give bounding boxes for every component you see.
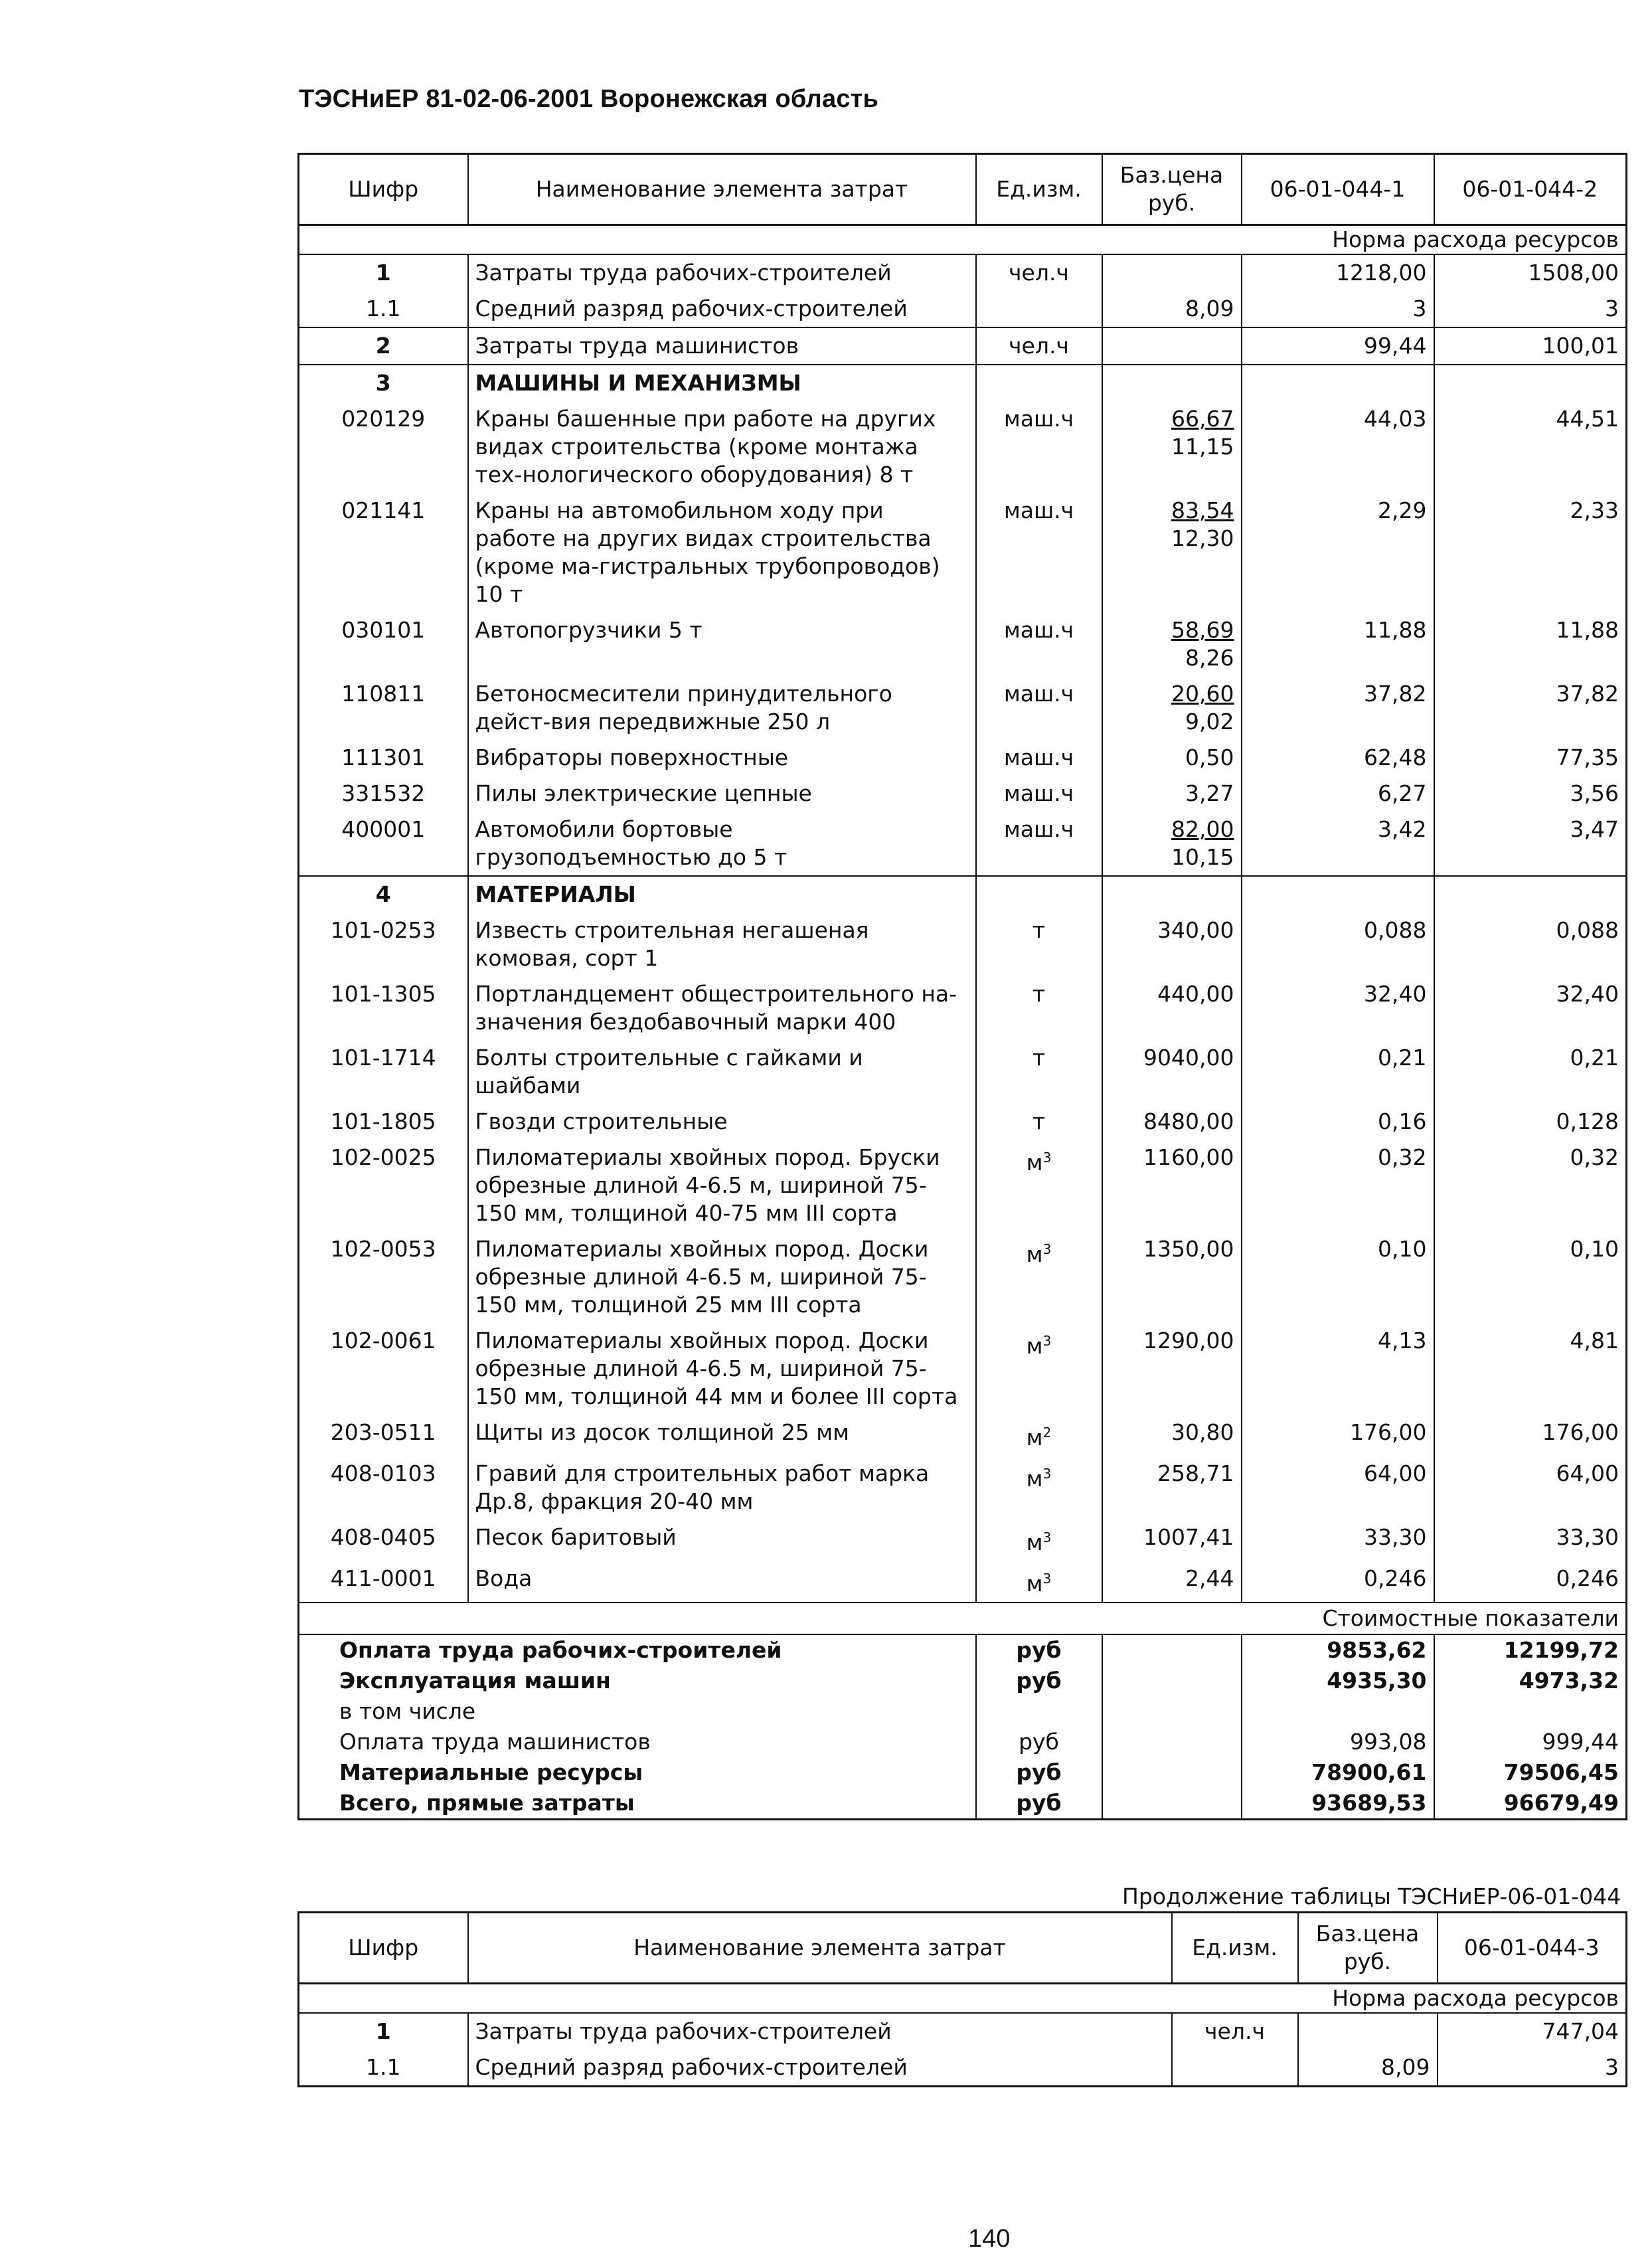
- row-unit-text: маш.ч: [1003, 816, 1074, 842]
- norm-label: Норма расхода ресурсов: [299, 1984, 1627, 2014]
- row-unit: [976, 1104, 1102, 1140]
- row-unit-text: т: [1032, 1045, 1046, 1071]
- row-unit: [976, 976, 1102, 1040]
- summary-value-1: 4935,30: [1242, 1666, 1434, 1696]
- row-value-1: 176,00: [1242, 1415, 1434, 1456]
- row-unit-text: м: [1026, 1529, 1043, 1555]
- row-unit: [976, 1231, 1102, 1323]
- row-value-1: [1242, 876, 1434, 913]
- row-code: 102-0061: [299, 1323, 468, 1415]
- row-price: [1102, 776, 1242, 812]
- row-name: Пилы электрические цепные: [468, 776, 976, 812]
- summary-row: [299, 1757, 1627, 1788]
- row-value-1: 2,29: [1242, 493, 1434, 612]
- row-unit: [976, 776, 1102, 812]
- table-row: [299, 1561, 1627, 1603]
- row-value-1: 0,21: [1242, 1040, 1434, 1104]
- table-row: [299, 1456, 1627, 1520]
- row-code: 101-1805: [299, 1104, 468, 1140]
- table-row: [299, 612, 1627, 676]
- row-unit: [976, 1561, 1102, 1603]
- resource-norms-table: [297, 153, 1627, 1820]
- row-price-value: 0,50: [1185, 744, 1234, 770]
- row-value-1: 3: [1242, 291, 1434, 327]
- header-price: Баз.цена руб.: [1298, 1913, 1438, 1984]
- summary-row: [299, 1696, 1627, 1727]
- row-unit: [976, 254, 1102, 291]
- table-row: [299, 254, 1627, 291]
- row-value-1: 1218,00: [1242, 254, 1434, 291]
- row-price: [1102, 1104, 1242, 1140]
- row-name: Портландцемент общестроительного на-значения бездобавочный марки 400: [468, 976, 976, 1040]
- row-name: Средний разряд рабочих-строителей: [468, 2049, 1172, 2087]
- summary-value-2: [1434, 1696, 1627, 1727]
- table-row: [299, 493, 1627, 612]
- row-price-value: 1350,00: [1143, 1236, 1234, 1262]
- table-row: [299, 776, 1627, 812]
- row-value-2: 33,30: [1556, 1524, 1619, 1550]
- header-col-2: 06-01-044-2: [1434, 154, 1627, 225]
- row-value-2: 3,47: [1570, 816, 1619, 842]
- norm-label: Норма расхода ресурсов: [299, 225, 1627, 255]
- table-body: [299, 225, 1627, 1820]
- row-code: 203-0511: [299, 1415, 468, 1456]
- row-name: Бетоносмесители принудительного дейст-вия передвижные 250 л: [468, 676, 976, 740]
- row-value-3: 3: [1605, 2054, 1619, 2080]
- row-value-2: 64,00: [1556, 1460, 1619, 1486]
- row-value-1: 0,246: [1242, 1561, 1434, 1603]
- row-code: 1.1: [299, 2049, 468, 2087]
- row-unit-text: маш.ч: [1003, 497, 1074, 523]
- row-unit-text: чел.ч: [1009, 260, 1069, 286]
- row-value-2: 3,56: [1570, 780, 1619, 806]
- row-price-value: 82,00: [1171, 816, 1234, 842]
- row-value-1: 37,82: [1242, 676, 1434, 740]
- row-unit-text: т: [1032, 981, 1046, 1007]
- row-value-2: 0,088: [1556, 917, 1619, 943]
- summary-empty: [1102, 1696, 1242, 1727]
- row-price: [1102, 493, 1242, 612]
- row-code: 101-1714: [299, 1040, 468, 1104]
- row-unit: [976, 612, 1102, 676]
- row-unit-text: м: [1026, 1333, 1043, 1359]
- row-value-1: 11,88: [1242, 612, 1434, 676]
- row-unit: [976, 1520, 1102, 1561]
- table-row: [299, 976, 1627, 1040]
- row-code: 1: [299, 2013, 468, 2049]
- row-price: [1102, 1323, 1242, 1415]
- table2-header-row: [299, 1913, 1627, 1984]
- row-price: [1102, 1456, 1242, 1520]
- row-value-1: 0,10: [1242, 1231, 1434, 1323]
- row-price-value: 20,60: [1171, 681, 1234, 707]
- row-price: [1102, 291, 1242, 327]
- header-col-1: 06-01-044-1: [1242, 154, 1434, 225]
- row-name: Гвозди строительные: [468, 1104, 976, 1140]
- row-code: 111301: [299, 740, 468, 776]
- summary-unit: руб: [976, 1757, 1102, 1788]
- header-name: Наименование элемента затрат: [468, 154, 976, 225]
- row-price-value: 440,00: [1157, 981, 1234, 1007]
- cost-label: Стоимостные показатели: [299, 1603, 1627, 1634]
- row-unit-text: т: [1032, 1108, 1046, 1134]
- row-code: 411-0001: [299, 1561, 468, 1603]
- row-price-value: 58,69: [1171, 617, 1234, 643]
- summary-unit: руб: [976, 1666, 1102, 1696]
- row-price-value: 9040,00: [1143, 1045, 1234, 1071]
- row-value-2: 3: [1605, 296, 1619, 321]
- row-code: 030101: [299, 612, 468, 676]
- table-row: [299, 327, 1627, 365]
- row-price-value: 30,80: [1171, 1419, 1234, 1445]
- cost-label-row: [299, 1603, 1627, 1634]
- summary-value-2: 12199,72: [1503, 1637, 1619, 1663]
- row-value-2: 4,81: [1570, 1328, 1619, 1353]
- row-price: [1102, 1415, 1242, 1456]
- table-row: [299, 1323, 1627, 1415]
- row-unit: [976, 913, 1102, 976]
- row-price-value: 2,44: [1185, 1565, 1234, 1591]
- row-value-2: 77,35: [1556, 744, 1619, 770]
- table-header-row: [299, 154, 1627, 225]
- row-price-wage: 11,15: [1171, 434, 1234, 460]
- table-row: [299, 1040, 1627, 1104]
- row-unit: [976, 1456, 1102, 1520]
- row-price: [1102, 976, 1242, 1040]
- row-name: Автомобили бортовые грузоподъемностью до 5 т: [468, 812, 976, 876]
- page-number: 140: [968, 2225, 1011, 2253]
- row-price: [1102, 1040, 1242, 1104]
- row-value-1: 4,13: [1242, 1323, 1434, 1415]
- row-value-1: [1242, 365, 1434, 401]
- row-price-value: 340,00: [1157, 917, 1234, 943]
- row-name: Щиты из досок толщиной 25 мм: [468, 1415, 976, 1456]
- header-name: Наименование элемента затрат: [468, 1913, 1172, 1984]
- row-value-2: 0,246: [1556, 1565, 1619, 1591]
- row-value-2: 44,51: [1556, 406, 1619, 432]
- table-row: [299, 676, 1627, 740]
- row-name: Затраты труда рабочих-строителей: [468, 2013, 1172, 2049]
- table-row: [299, 1231, 1627, 1323]
- row-name: Автопогрузчики 5 т: [468, 612, 976, 676]
- row-unit-exponent: 3: [1042, 1150, 1052, 1166]
- summary-empty: [1102, 1788, 1242, 1820]
- row-value-1: 99,44: [1242, 327, 1434, 365]
- table-row: [299, 2013, 1627, 2049]
- summary-label: в том числе: [299, 1696, 976, 1727]
- row-price-value: 8,09: [1185, 296, 1234, 321]
- table-row: [299, 365, 1627, 401]
- row-code: 2: [299, 327, 468, 365]
- norm-label-row: [299, 225, 1627, 255]
- row-price-wage: 9,02: [1185, 709, 1234, 735]
- row-price: [1102, 1561, 1242, 1603]
- row-price: [1102, 913, 1242, 976]
- row-price: [1102, 1140, 1242, 1231]
- row-price: [1102, 401, 1242, 493]
- summary-label: Эксплуатация машин: [299, 1666, 976, 1696]
- summary-unit: руб: [976, 1634, 1102, 1666]
- summary-value-2: 96679,49: [1503, 1790, 1619, 1816]
- row-price-value: 258,71: [1157, 1460, 1234, 1486]
- row-name: Вибраторы поверхностные: [468, 740, 976, 776]
- row-unit: [976, 1040, 1102, 1104]
- row-value-1: 32,40: [1242, 976, 1434, 1040]
- row-unit-text: маш.ч: [1003, 780, 1074, 806]
- row-price-wage: 12,30: [1171, 525, 1234, 551]
- row-unit-exponent: 3: [1042, 1571, 1052, 1587]
- row-unit-text: м: [1026, 1571, 1043, 1597]
- continuation-caption: Продолжение таблицы ТЭСНиЕР-06-01-044: [1122, 1883, 1621, 1909]
- summary-unit: руб: [976, 1788, 1102, 1820]
- row-code: 4: [299, 876, 468, 913]
- row-price-value: 3,27: [1185, 780, 1234, 806]
- header-price: Баз.цена руб.: [1102, 154, 1242, 225]
- row-value-2: 0,128: [1556, 1108, 1619, 1134]
- row-code: 400001: [299, 812, 468, 876]
- row-name: Затраты труда рабочих-строителей: [468, 254, 976, 291]
- table2-body: [299, 1984, 1627, 2087]
- row-name: Затраты труда машинистов: [468, 327, 976, 365]
- row-value-2: 11,88: [1556, 617, 1619, 643]
- row-price: [1102, 612, 1242, 676]
- row-code: 331532: [299, 776, 468, 812]
- row-price: [1102, 812, 1242, 876]
- row-price: [1102, 365, 1242, 401]
- row-name: МАШИНЫ И МЕХАНИЗМЫ: [468, 365, 976, 401]
- summary-value-1: 93689,53: [1242, 1788, 1434, 1820]
- summary-empty: [1102, 1634, 1242, 1666]
- row-unit: [976, 365, 1102, 401]
- row-name: Пиломатериалы хвойных пород. Доски обрезные длиной 4-6.5 м, шириной 75-150 мм, толщиной 44 мм и более III сорта: [468, 1323, 976, 1415]
- row-value-2: 32,40: [1556, 981, 1619, 1007]
- header-code: Шифр: [299, 1913, 468, 1984]
- row-unit-exponent: 3: [1042, 1241, 1052, 1257]
- row-value-2: 0,21: [1570, 1045, 1619, 1071]
- row-unit-text: маш.ч: [1003, 406, 1074, 432]
- summary-value-1: 9853,62: [1242, 1634, 1434, 1666]
- row-unit: [976, 676, 1102, 740]
- row-price: [1102, 676, 1242, 740]
- row-unit-text: маш.ч: [1003, 681, 1074, 707]
- summary-row: [299, 1788, 1627, 1820]
- row-name: Краны башенные при работе на других видах строительства (кроме монтажа тех-нологического оборудования) 8 т: [468, 401, 976, 493]
- summary-row: [299, 1666, 1627, 1696]
- row-price: [1298, 2013, 1438, 2049]
- row-value-2: [1434, 365, 1627, 401]
- summary-label: Материальные ресурсы: [299, 1757, 976, 1788]
- table-row: [299, 913, 1627, 976]
- row-value-2: 0,10: [1570, 1236, 1619, 1262]
- row-price-value: 8480,00: [1143, 1108, 1234, 1134]
- row-unit-text: м: [1026, 1241, 1043, 1267]
- row-value-2: 176,00: [1542, 1419, 1619, 1445]
- row-value-1: 3,42: [1242, 812, 1434, 876]
- row-unit: [976, 1323, 1102, 1415]
- row-name: Вода: [468, 1561, 976, 1603]
- row-value-2: [1434, 876, 1627, 913]
- row-name: Песок баритовый: [468, 1520, 976, 1561]
- row-code: 1.1: [299, 291, 468, 327]
- row-code: 3: [299, 365, 468, 401]
- summary-value-1: 993,08: [1242, 1727, 1434, 1757]
- row-price-wage: 8,26: [1185, 645, 1234, 671]
- row-value-2: 0,32: [1570, 1144, 1619, 1170]
- row-code: 1: [299, 254, 468, 291]
- row-price-value: 66,67: [1171, 406, 1234, 432]
- row-unit-text: м: [1026, 1466, 1043, 1492]
- row-price: [1102, 876, 1242, 913]
- row-value-3: 747,04: [1542, 2018, 1619, 2044]
- row-name: Известь строительная негашеная комовая, сорт 1: [468, 913, 976, 976]
- row-price-wage: 10,15: [1171, 844, 1234, 870]
- row-name: Гравий для строительных работ марка Др.8, фракция 20-40 мм: [468, 1456, 976, 1520]
- row-name: Средний разряд рабочих-строителей: [468, 291, 976, 327]
- summary-empty: [1102, 1727, 1242, 1757]
- row-price: [1102, 327, 1242, 365]
- row-name: Пиломатериалы хвойных пород. Бруски обрезные длиной 4-6.5 м, шириной 75-150 мм, толщиной 40-75 мм III сорта: [468, 1140, 976, 1231]
- row-price: [1102, 254, 1242, 291]
- row-name: Краны на автомобильном ходу при работе на других видах строительства (кроме ма-гистральных трубопроводов) 10 т: [468, 493, 976, 612]
- summary-value-1: [1242, 1696, 1434, 1727]
- row-unit: [976, 1140, 1102, 1231]
- row-unit-exponent: 3: [1042, 1529, 1052, 1545]
- row-unit-exponent: 2: [1042, 1425, 1052, 1440]
- row-price-value: 1160,00: [1143, 1144, 1234, 1170]
- summary-value-1: 78900,61: [1242, 1757, 1434, 1788]
- row-value-2: 2,33: [1570, 497, 1619, 523]
- row-code: 101-0253: [299, 913, 468, 976]
- row-value-1: 33,30: [1242, 1520, 1434, 1561]
- table-row: [299, 1140, 1627, 1231]
- row-code: 102-0053: [299, 1231, 468, 1323]
- row-unit-text: маш.ч: [1003, 744, 1074, 770]
- row-price: [1102, 1520, 1242, 1561]
- row-value-1: 6,27: [1242, 776, 1434, 812]
- row-unit: [976, 401, 1102, 493]
- summary-unit: руб: [976, 1727, 1102, 1757]
- row-unit-text: м: [1026, 1150, 1043, 1175]
- table-row: [299, 291, 1627, 327]
- row-value-1: 62,48: [1242, 740, 1434, 776]
- summary-empty: [1102, 1757, 1242, 1788]
- header-code: Шифр: [299, 154, 468, 225]
- row-unit: [1172, 2049, 1298, 2087]
- row-price-value: 1290,00: [1143, 1328, 1234, 1353]
- row-price: [1102, 1231, 1242, 1323]
- table-row: [299, 1520, 1627, 1561]
- header-col-3: 06-01-044-3: [1438, 1913, 1627, 1984]
- row-price-value: 83,54: [1171, 497, 1234, 523]
- summary-value-2: 79506,45: [1503, 1759, 1619, 1785]
- row-value-1: 0,32: [1242, 1140, 1434, 1231]
- row-unit: [976, 876, 1102, 913]
- row-code: 020129: [299, 401, 468, 493]
- resource-norms-table-continued: [297, 1911, 1627, 2087]
- summary-label: Всего, прямые затраты: [299, 1788, 976, 1820]
- row-code: 408-0103: [299, 1456, 468, 1520]
- summary-row: [299, 1634, 1627, 1666]
- row-code: 102-0025: [299, 1140, 468, 1231]
- table-row: [299, 812, 1627, 876]
- summary-value-2: 999,44: [1542, 1729, 1619, 1755]
- row-value-1: 0,16: [1242, 1104, 1434, 1140]
- row-unit-text: маш.ч: [1003, 617, 1074, 643]
- row-code: 408-0405: [299, 1520, 468, 1561]
- row-unit: чел.ч: [1172, 2013, 1298, 2049]
- row-price: [1102, 740, 1242, 776]
- row-unit-text: чел.ч: [1009, 333, 1069, 359]
- summary-unit: [976, 1696, 1102, 1727]
- summary-label: Оплата труда машинистов: [299, 1727, 976, 1757]
- row-value-2: 37,82: [1556, 681, 1619, 707]
- row-unit: [976, 740, 1102, 776]
- header-unit: Ед.изм.: [976, 154, 1102, 225]
- table-row: [299, 1415, 1627, 1456]
- row-price-value: 1007,41: [1143, 1524, 1234, 1550]
- row-name: Пиломатериалы хвойных пород. Доски обрезные длиной 4-6.5 м, шириной 75-150 мм, толщиной 25 мм III сорта: [468, 1231, 976, 1323]
- row-unit: [976, 812, 1102, 876]
- table-row: [299, 1104, 1627, 1140]
- summary-value-2: 4973,32: [1519, 1668, 1619, 1694]
- row-value-2: 100,01: [1434, 327, 1627, 365]
- row-unit-exponent: 3: [1042, 1466, 1052, 1482]
- table-row: [299, 740, 1627, 776]
- row-value-1: 0,088: [1242, 913, 1434, 976]
- row-unit-exponent: 3: [1042, 1333, 1052, 1349]
- row-value-1: 64,00: [1242, 1456, 1434, 1520]
- page-title: ТЭСНиЕР 81-02-06-2001 Воронежская область: [299, 85, 879, 113]
- norm-label-row: [299, 1984, 1627, 2014]
- table-row: [299, 401, 1627, 493]
- row-unit: [976, 327, 1102, 365]
- row-code: 101-1305: [299, 976, 468, 1040]
- summary-row: [299, 1727, 1627, 1757]
- row-code: 021141: [299, 493, 468, 612]
- row-name: Болты строительные с гайками и шайбами: [468, 1040, 976, 1104]
- row-unit: [976, 493, 1102, 612]
- header-unit: Ед.изм.: [1172, 1913, 1298, 1984]
- row-code: 110811: [299, 676, 468, 740]
- row-name: МАТЕРИАЛЫ: [468, 876, 976, 913]
- row-value-2: 1508,00: [1528, 260, 1619, 286]
- row-unit: [976, 291, 1102, 327]
- row-unit-text: м: [1026, 1425, 1043, 1450]
- summary-empty: [1102, 1666, 1242, 1696]
- row-unit: [976, 1415, 1102, 1456]
- summary-label: Оплата труда рабочих-строителей: [299, 1634, 976, 1666]
- table-row: [299, 2049, 1627, 2087]
- row-value-1: 44,03: [1242, 401, 1434, 493]
- row-unit-text: т: [1032, 917, 1046, 943]
- table-row: [299, 876, 1627, 913]
- row-price: 8,09: [1298, 2049, 1438, 2087]
